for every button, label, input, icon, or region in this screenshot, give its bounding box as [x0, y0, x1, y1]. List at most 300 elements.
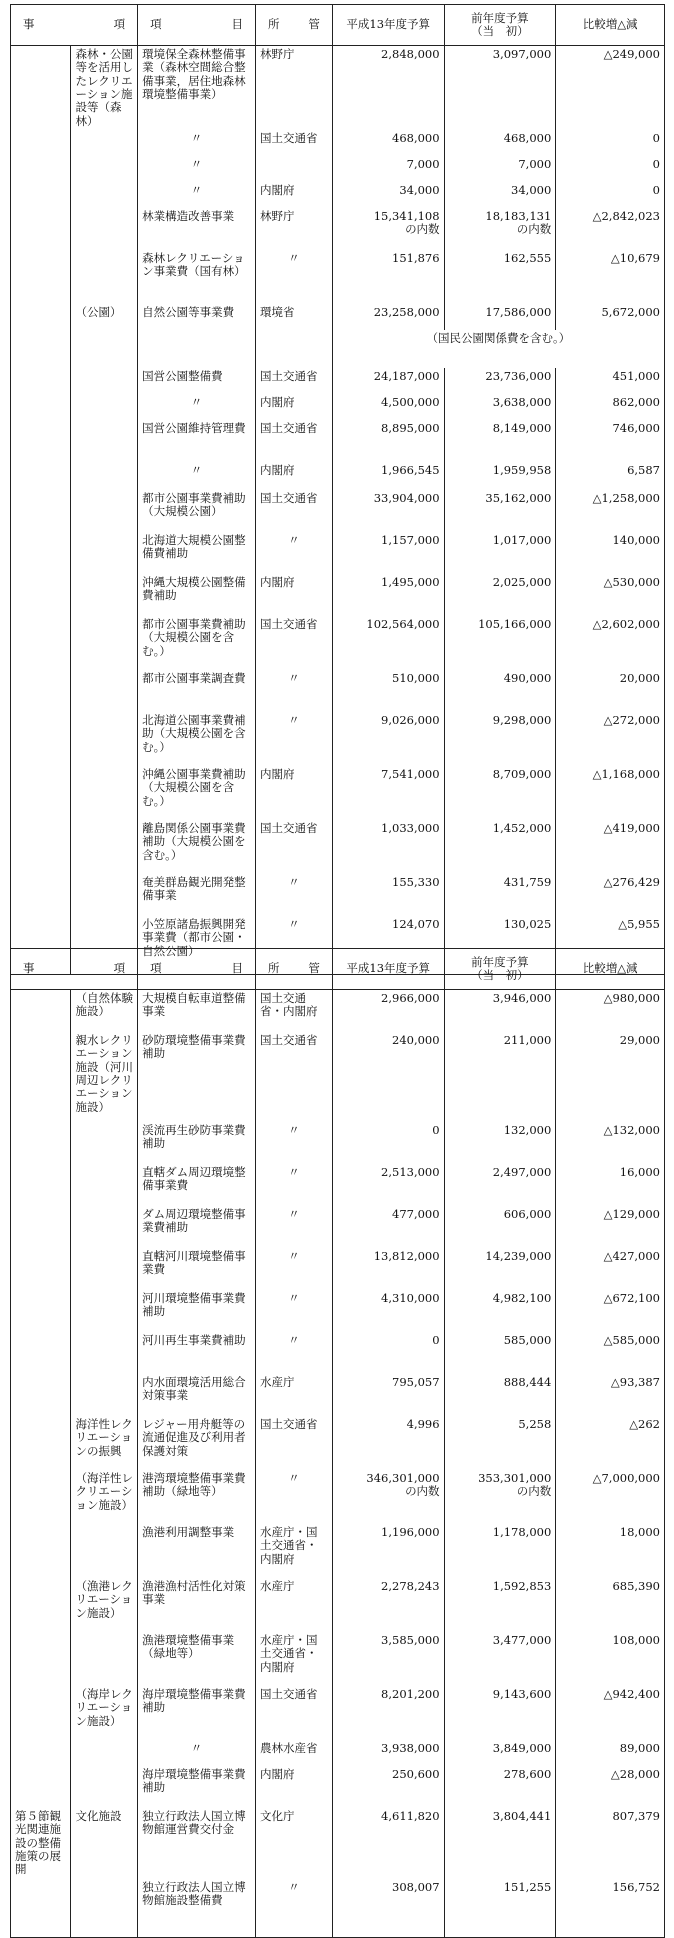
prev-budget-value: 3,638,000 — [492, 394, 552, 409]
category-1-cell — [11, 1122, 71, 1164]
budget-cell — [332, 1122, 444, 1164]
prev-budget-value: 35,162,000 — [485, 490, 552, 505]
budget-cell — [332, 1740, 444, 1766]
category-2-cell — [71, 820, 138, 874]
ministry-cell: 林野庁 — [255, 208, 332, 250]
category-1-cell — [11, 250, 71, 304]
prev-budget-value: 3,097,000 — [492, 47, 552, 61]
category-2-cell: 文化施設 — [71, 1808, 138, 1879]
budget-suffix: の内数 — [405, 222, 440, 237]
budget-value: 795,057 — [392, 1375, 440, 1389]
diff-cell: 862,000 — [556, 394, 665, 420]
prev-budget-cell — [444, 712, 556, 766]
table-header-row — [11, 5, 665, 46]
budget-value: 0 — [432, 1123, 440, 1137]
item-cell: 漁港漁村活性化対策事業 — [138, 1578, 256, 1632]
category-1-cell — [11, 1766, 71, 1808]
ministry-cell: 農林水産省 — [255, 1740, 332, 1766]
category-1-cell — [11, 1524, 71, 1578]
prev-budget-value: 132,000 — [503, 1123, 552, 1137]
table-row — [11, 1470, 665, 1524]
table-header-row — [11, 949, 665, 990]
budget-cell — [332, 1470, 444, 1524]
table-row — [11, 1632, 665, 1686]
prev-budget-value: 606,000 — [503, 1207, 552, 1221]
ministry-cell: 〃 — [255, 1290, 332, 1332]
budget-value: 308,007 — [392, 1879, 440, 1894]
item-cell: 小笠原諸島振興開発事業費（都市公園・自然公園） — [138, 916, 256, 970]
item-cell: 〃 — [138, 462, 256, 490]
prev-budget-cell — [444, 250, 556, 304]
item-cell: レジャー用舟艇等の流通促進及び利用者保護対策 — [138, 1416, 256, 1470]
diff-cell: 140,000 — [556, 532, 665, 574]
budget-cell — [332, 490, 444, 532]
budget-cell — [332, 1686, 444, 1740]
budget-value: 1,157,000 — [381, 532, 440, 547]
budget-value: 151,876 — [392, 250, 440, 265]
diff-cell: 89,000 — [556, 1740, 665, 1766]
category-1-cell — [11, 1332, 71, 1374]
category-1-cell — [11, 820, 71, 874]
diff-cell: 20,000 — [556, 670, 665, 712]
category-1-cell — [11, 1470, 71, 1524]
item-cell: 漁港利用調整事業 — [138, 1524, 256, 1578]
category-2-cell — [71, 1290, 138, 1332]
category-1-cell — [11, 394, 71, 420]
diff-cell: △1,168,000 — [556, 766, 665, 820]
table-row — [11, 208, 665, 250]
prev-budget-cell — [444, 574, 556, 616]
budget-cell — [332, 1808, 444, 1879]
header-jikou: 事 項 — [11, 5, 138, 46]
diff-cell: △2,602,000 — [556, 616, 665, 670]
category-2-cell — [71, 1206, 138, 1248]
prev-budget-value: 4,982,100 — [492, 1291, 552, 1305]
ministry-cell: 〃 — [255, 250, 332, 304]
prev-budget-value: 431,759 — [503, 874, 552, 889]
prev-budget-value: 3,849,000 — [492, 1741, 552, 1755]
diff-cell: △672,100 — [556, 1290, 665, 1332]
ministry-cell: 〃 — [255, 670, 332, 712]
budget-cell — [332, 1374, 444, 1416]
item-cell: 独立行政法人国立博物館施設整備費 — [138, 1879, 256, 1933]
category-1-cell — [11, 462, 71, 490]
budget-value: 8,201,200 — [381, 1687, 440, 1701]
category-1-cell: 第５節観光関連施設の整備施策の展開 — [11, 1808, 71, 1879]
diff-cell: 18,000 — [556, 1524, 665, 1578]
item-cell: 国営公園整備費 — [138, 368, 256, 394]
item-cell: 河川再生事業費補助 — [138, 1332, 256, 1374]
prev-budget-cell — [444, 1686, 556, 1740]
filler-cell — [11, 1933, 71, 1938]
budget-value: 250,600 — [392, 1767, 440, 1781]
budget-value: 1,196,000 — [381, 1525, 440, 1539]
prev-budget-value: 8,709,000 — [492, 766, 552, 781]
category-1-cell — [11, 46, 71, 130]
budget-cell — [332, 1290, 444, 1332]
prev-budget-value: 3,804,441 — [492, 1809, 552, 1823]
budget-cell — [332, 766, 444, 820]
prev-budget-cell — [444, 130, 556, 156]
diff-cell: △93,387 — [556, 1374, 665, 1416]
budget-cell — [332, 182, 444, 208]
item-cell: 奄美群島観光開発整備事業 — [138, 874, 256, 916]
budget-value: 510,000 — [392, 670, 440, 685]
prev-budget-cell — [444, 1122, 556, 1164]
prev-budget-cell — [444, 182, 556, 208]
header-koumoku: 項 目 — [138, 949, 256, 990]
category-2-cell — [71, 490, 138, 532]
ministry-cell: 〃 — [255, 1879, 332, 1933]
budget-value: 4,611,820 — [381, 1809, 440, 1823]
filler-cell — [71, 1933, 138, 1938]
budget-cell — [332, 574, 444, 616]
item-cell: 国営公園維持管理費 — [138, 420, 256, 462]
budget-cell — [332, 1524, 444, 1578]
category-2-cell — [71, 874, 138, 916]
category-1-cell — [11, 1374, 71, 1416]
budget-cell — [332, 250, 444, 304]
prev-budget-value: 8,149,000 — [492, 420, 552, 435]
prev-budget-value: 278,600 — [503, 1767, 552, 1781]
category-1-cell — [11, 670, 71, 712]
table-row — [11, 1332, 665, 1374]
category-1-cell — [11, 1578, 71, 1632]
filler-cell — [444, 1933, 556, 1938]
category-1-cell — [11, 130, 71, 156]
budget-value: 24,187,000 — [373, 368, 440, 383]
prev-budget-cell — [444, 1290, 556, 1332]
prev-budget-cell — [444, 1578, 556, 1632]
category-2-cell: （公園） — [71, 304, 138, 330]
prev-budget-value: 490,000 — [503, 670, 552, 685]
category-1-cell — [11, 330, 71, 368]
ministry-cell: 〃 — [255, 532, 332, 574]
diff-cell: 6,587 — [556, 462, 665, 490]
item-cell: 〃 — [138, 156, 256, 182]
category-1-cell — [11, 574, 71, 616]
budget-cell — [332, 208, 444, 250]
category-2-cell — [71, 1332, 138, 1374]
prev-budget-cell — [444, 490, 556, 532]
diff-cell: △942,400 — [556, 1686, 665, 1740]
category-2-cell — [71, 670, 138, 712]
category-2-cell: （漁港レクリエーション施設） — [71, 1578, 138, 1632]
category-2-cell — [71, 394, 138, 420]
item-cell: 独立行政法人国立博物館運営費交付金 — [138, 1808, 256, 1879]
item-cell: 林業構造改善事業 — [138, 208, 256, 250]
budget-cell — [332, 670, 444, 712]
table-row — [11, 1206, 665, 1248]
budget-cell — [332, 1164, 444, 1206]
budget-value: 23,258,000 — [373, 304, 440, 319]
category-1-cell — [11, 532, 71, 574]
diff-cell: △7,000,000 — [556, 1470, 665, 1524]
budget-value: 0 — [432, 1333, 440, 1347]
table-row — [11, 1032, 665, 1122]
category-2-cell — [71, 330, 138, 368]
category-2-cell: （海洋性レクリエーション施設） — [71, 1470, 138, 1524]
item-cell: 環境保全森林整備事業（森林空間総合整備事業，居住地森林環境整備事業） — [138, 46, 256, 130]
table-row — [11, 990, 665, 1033]
table-row — [11, 420, 665, 462]
budget-cell — [332, 1248, 444, 1290]
prev-budget-cell — [444, 1632, 556, 1686]
prev-budget-value: 1,592,853 — [492, 1579, 552, 1593]
budget-value: 3,938,000 — [381, 1741, 440, 1755]
prev-budget-cell — [444, 156, 556, 182]
item-cell: 〃 — [138, 394, 256, 420]
category-1-cell — [11, 990, 71, 1033]
category-2-cell — [71, 1122, 138, 1164]
budget-value: 7,000 — [406, 156, 440, 171]
category-1-cell — [11, 1032, 71, 1122]
prev-budget-value: 9,298,000 — [492, 712, 552, 727]
category-2-cell: 森林・公園等を活用したレクリエーション施設等（森林） — [71, 46, 138, 130]
diff-cell: △419,000 — [556, 820, 665, 874]
budget-cell — [332, 1206, 444, 1248]
diff-cell: 0 — [556, 156, 665, 182]
budget-cell — [332, 1416, 444, 1470]
category-1-cell — [11, 1290, 71, 1332]
category-1-cell — [11, 490, 71, 532]
prev-budget-cell — [444, 1879, 556, 1933]
prev-budget-cell — [444, 874, 556, 916]
note-row — [11, 330, 665, 368]
category-2-cell — [71, 368, 138, 394]
prev-budget-value: 468,000 — [503, 130, 552, 145]
table-row — [11, 368, 665, 394]
budget-value: 477,000 — [392, 1207, 440, 1221]
ministry-cell: 内閣府 — [255, 574, 332, 616]
table-row — [11, 616, 665, 670]
header-prev-budget: 前年度予算 （当 初） — [444, 949, 556, 990]
prev-budget-value: 9,143,600 — [492, 1687, 552, 1701]
budget-suffix: の内数 — [405, 1484, 440, 1499]
table-row — [11, 394, 665, 420]
budget-value: 2,513,000 — [381, 1165, 440, 1179]
filler-cell — [255, 1933, 332, 1938]
budget-value: 3,585,000 — [381, 1633, 440, 1647]
table-row — [11, 1578, 665, 1632]
item-cell: 北海道大規模公園整備費補助 — [138, 532, 256, 574]
diff-cell: △585,000 — [556, 1332, 665, 1374]
item-cell: 〃 — [138, 130, 256, 156]
category-1-cell — [11, 1248, 71, 1290]
budget-cell — [332, 990, 444, 1033]
category-2-cell — [71, 532, 138, 574]
ministry-cell: 国土交通省 — [255, 490, 332, 532]
category-2-cell — [71, 1632, 138, 1686]
table-row — [11, 1524, 665, 1578]
item-cell: 港湾環境整備事業費補助（緑地等） — [138, 1470, 256, 1524]
category-1-cell — [11, 182, 71, 208]
prev-budget-value: 3,477,000 — [492, 1633, 552, 1647]
prev-budget-cell — [444, 1206, 556, 1248]
header-diff: 比較増△減 — [556, 949, 665, 990]
prev-budget-value: 585,000 — [503, 1333, 552, 1347]
table-row — [11, 46, 665, 130]
prev-budget-value: 23,736,000 — [485, 368, 552, 383]
prev-budget-value: 2,025,000 — [492, 574, 552, 589]
category-2-cell: （自然体験施設） — [71, 990, 138, 1033]
table-row — [11, 874, 665, 916]
diff-cell: 108,000 — [556, 1632, 665, 1686]
category-1-cell — [11, 712, 71, 766]
table-row — [11, 766, 665, 820]
item-cell: 直轄ダム周辺環境整備事業費 — [138, 1164, 256, 1206]
budget-table-2 — [10, 948, 665, 1938]
table-row — [11, 1416, 665, 1470]
table-row — [11, 1122, 665, 1164]
prev-budget-value: 130,025 — [503, 916, 552, 931]
diff-cell: 156,752 — [556, 1879, 665, 1933]
item-cell: 砂防環境整備事業費補助 — [138, 1032, 256, 1122]
filler-cell — [332, 1933, 444, 1938]
category-2-cell — [71, 1879, 138, 1933]
prev-budget-cell — [444, 616, 556, 670]
ministry-cell: 文化庁 — [255, 1808, 332, 1879]
header-budget: 平成13年度予算 — [332, 5, 444, 46]
table-row — [11, 1808, 665, 1879]
diff-cell: △980,000 — [556, 990, 665, 1033]
diff-cell: 807,379 — [556, 1808, 665, 1879]
diff-cell: 16,000 — [556, 1164, 665, 1206]
prev-budget-cell — [444, 1032, 556, 1122]
category-2-cell — [71, 766, 138, 820]
budget-value: 13,812,000 — [373, 1249, 440, 1263]
header-shokan: 所 管 — [255, 5, 332, 46]
ministry-cell: 国土交通省 — [255, 1686, 332, 1740]
budget-cell — [332, 46, 444, 130]
category-2-cell: （海岸レクリエーション施設） — [71, 1686, 138, 1740]
prev-budget-value: 18,183,131 — [485, 208, 552, 223]
table-row — [11, 462, 665, 490]
prev-budget-value: 162,555 — [503, 250, 552, 265]
category-1-cell — [11, 368, 71, 394]
item-cell: 〃 — [138, 1740, 256, 1766]
prev-budget-value: 14,239,000 — [485, 1249, 552, 1263]
diff-cell: 746,000 — [556, 420, 665, 462]
category-2-cell — [71, 156, 138, 182]
table-row — [11, 1879, 665, 1933]
diff-cell: △5,955 — [556, 916, 665, 970]
prev-budget-value: 7,000 — [518, 156, 552, 171]
prev-budget-value: 1,017,000 — [492, 532, 552, 547]
budget-cell — [332, 368, 444, 394]
budget-value: 4,500,000 — [381, 394, 440, 409]
table-row — [11, 304, 665, 330]
prev-budget-cell — [444, 1374, 556, 1416]
diff-cell: 451,000 — [556, 368, 665, 394]
category-1-cell — [11, 156, 71, 182]
item-cell: 海岸環境整備事業費補助 — [138, 1686, 256, 1740]
ministry-cell: 水産庁・国土交通省・内閣府 — [255, 1524, 332, 1578]
item-cell: 都市公園事業費補助（大規模公園を含む。） — [138, 616, 256, 670]
item-cell: 大規模自転車道整備事業 — [138, 990, 256, 1033]
prev-budget-value: 1,959,958 — [492, 462, 552, 477]
budget-value: 346,301,000 — [366, 1471, 440, 1485]
diff-cell: △262 — [556, 1416, 665, 1470]
prev-budget-value: 34,000 — [511, 182, 552, 197]
category-1-cell — [11, 1879, 71, 1933]
category-1-cell — [11, 766, 71, 820]
filler-cell — [556, 1933, 665, 1938]
table-row — [11, 670, 665, 712]
prev-budget-cell — [444, 304, 556, 330]
ministry-cell: 〃 — [255, 1332, 332, 1374]
ministry-cell: 内閣府 — [255, 766, 332, 820]
table-row — [11, 1740, 665, 1766]
diff-cell: 0 — [556, 182, 665, 208]
ministry-cell: 国土交通省 — [255, 368, 332, 394]
prev-budget-suffix: の内数 — [516, 1484, 552, 1499]
prev-budget-cell — [444, 46, 556, 130]
budget-cell — [332, 462, 444, 490]
table-row — [11, 820, 665, 874]
ministry-cell: 国土交通省 — [255, 1416, 332, 1470]
ministry-cell: 国土交通省 — [255, 130, 332, 156]
item-cell — [138, 330, 256, 368]
ministry-cell: 内閣府 — [255, 182, 332, 208]
category-1-cell — [11, 1686, 71, 1740]
budget-cell — [332, 1032, 444, 1122]
prev-budget-cell — [444, 1766, 556, 1808]
category-2-cell — [71, 208, 138, 250]
prev-budget-cell — [444, 990, 556, 1033]
prev-budget-value: 211,000 — [503, 1033, 552, 1047]
header-shokan: 所 管 — [255, 949, 332, 990]
budget-value: 102,564,000 — [366, 616, 440, 631]
ministry-cell: 水産庁 — [255, 1578, 332, 1632]
prev-budget-value: 151,255 — [503, 1879, 552, 1894]
ministry-cell: 環境省 — [255, 304, 332, 330]
prev-budget-value: 353,301,000 — [478, 1471, 552, 1485]
category-1-cell — [11, 304, 71, 330]
budget-value: 2,848,000 — [381, 47, 440, 61]
item-cell: 内水面環境活用総合対策事業 — [138, 1374, 256, 1416]
budget-cell — [332, 156, 444, 182]
diff-cell: △249,000 — [556, 46, 665, 130]
budget-value: 2,966,000 — [381, 991, 440, 1005]
prev-budget-cell — [444, 1740, 556, 1766]
ministry-cell: 水産庁・国土交通省・内閣府 — [255, 1632, 332, 1686]
category-1-cell — [11, 1416, 71, 1470]
budget-cell — [332, 820, 444, 874]
item-cell: 沖縄公園事業費補助（大規模公園を含む。） — [138, 766, 256, 820]
category-2-cell — [71, 250, 138, 304]
ministry-cell: 国土交通省 — [255, 820, 332, 874]
prev-budget-cell — [444, 208, 556, 250]
item-cell: 北海道公園事業費補助（大規模公園を含む。） — [138, 712, 256, 766]
item-cell: 漁港環境整備事業（緑地等） — [138, 1632, 256, 1686]
ministry-cell: 〃 — [255, 1122, 332, 1164]
prev-budget-value: 5,258 — [518, 1417, 552, 1431]
budget-cell — [332, 1632, 444, 1686]
budget-value: 1,966,545 — [381, 462, 440, 477]
item-cell: 直轄河川環境整備事業費 — [138, 1248, 256, 1290]
prev-budget-cell — [444, 462, 556, 490]
diff-cell: △530,000 — [556, 574, 665, 616]
prev-budget-suffix: の内数 — [516, 222, 552, 237]
item-cell: 自然公園等事業費 — [138, 304, 256, 330]
prev-budget-cell — [444, 1248, 556, 1290]
prev-budget-value: 2,497,000 — [492, 1165, 552, 1179]
budget-value: 155,330 — [392, 874, 440, 889]
budget-value: 7,541,000 — [381, 766, 440, 781]
category-2-cell — [71, 1248, 138, 1290]
budget-cell — [332, 1879, 444, 1933]
